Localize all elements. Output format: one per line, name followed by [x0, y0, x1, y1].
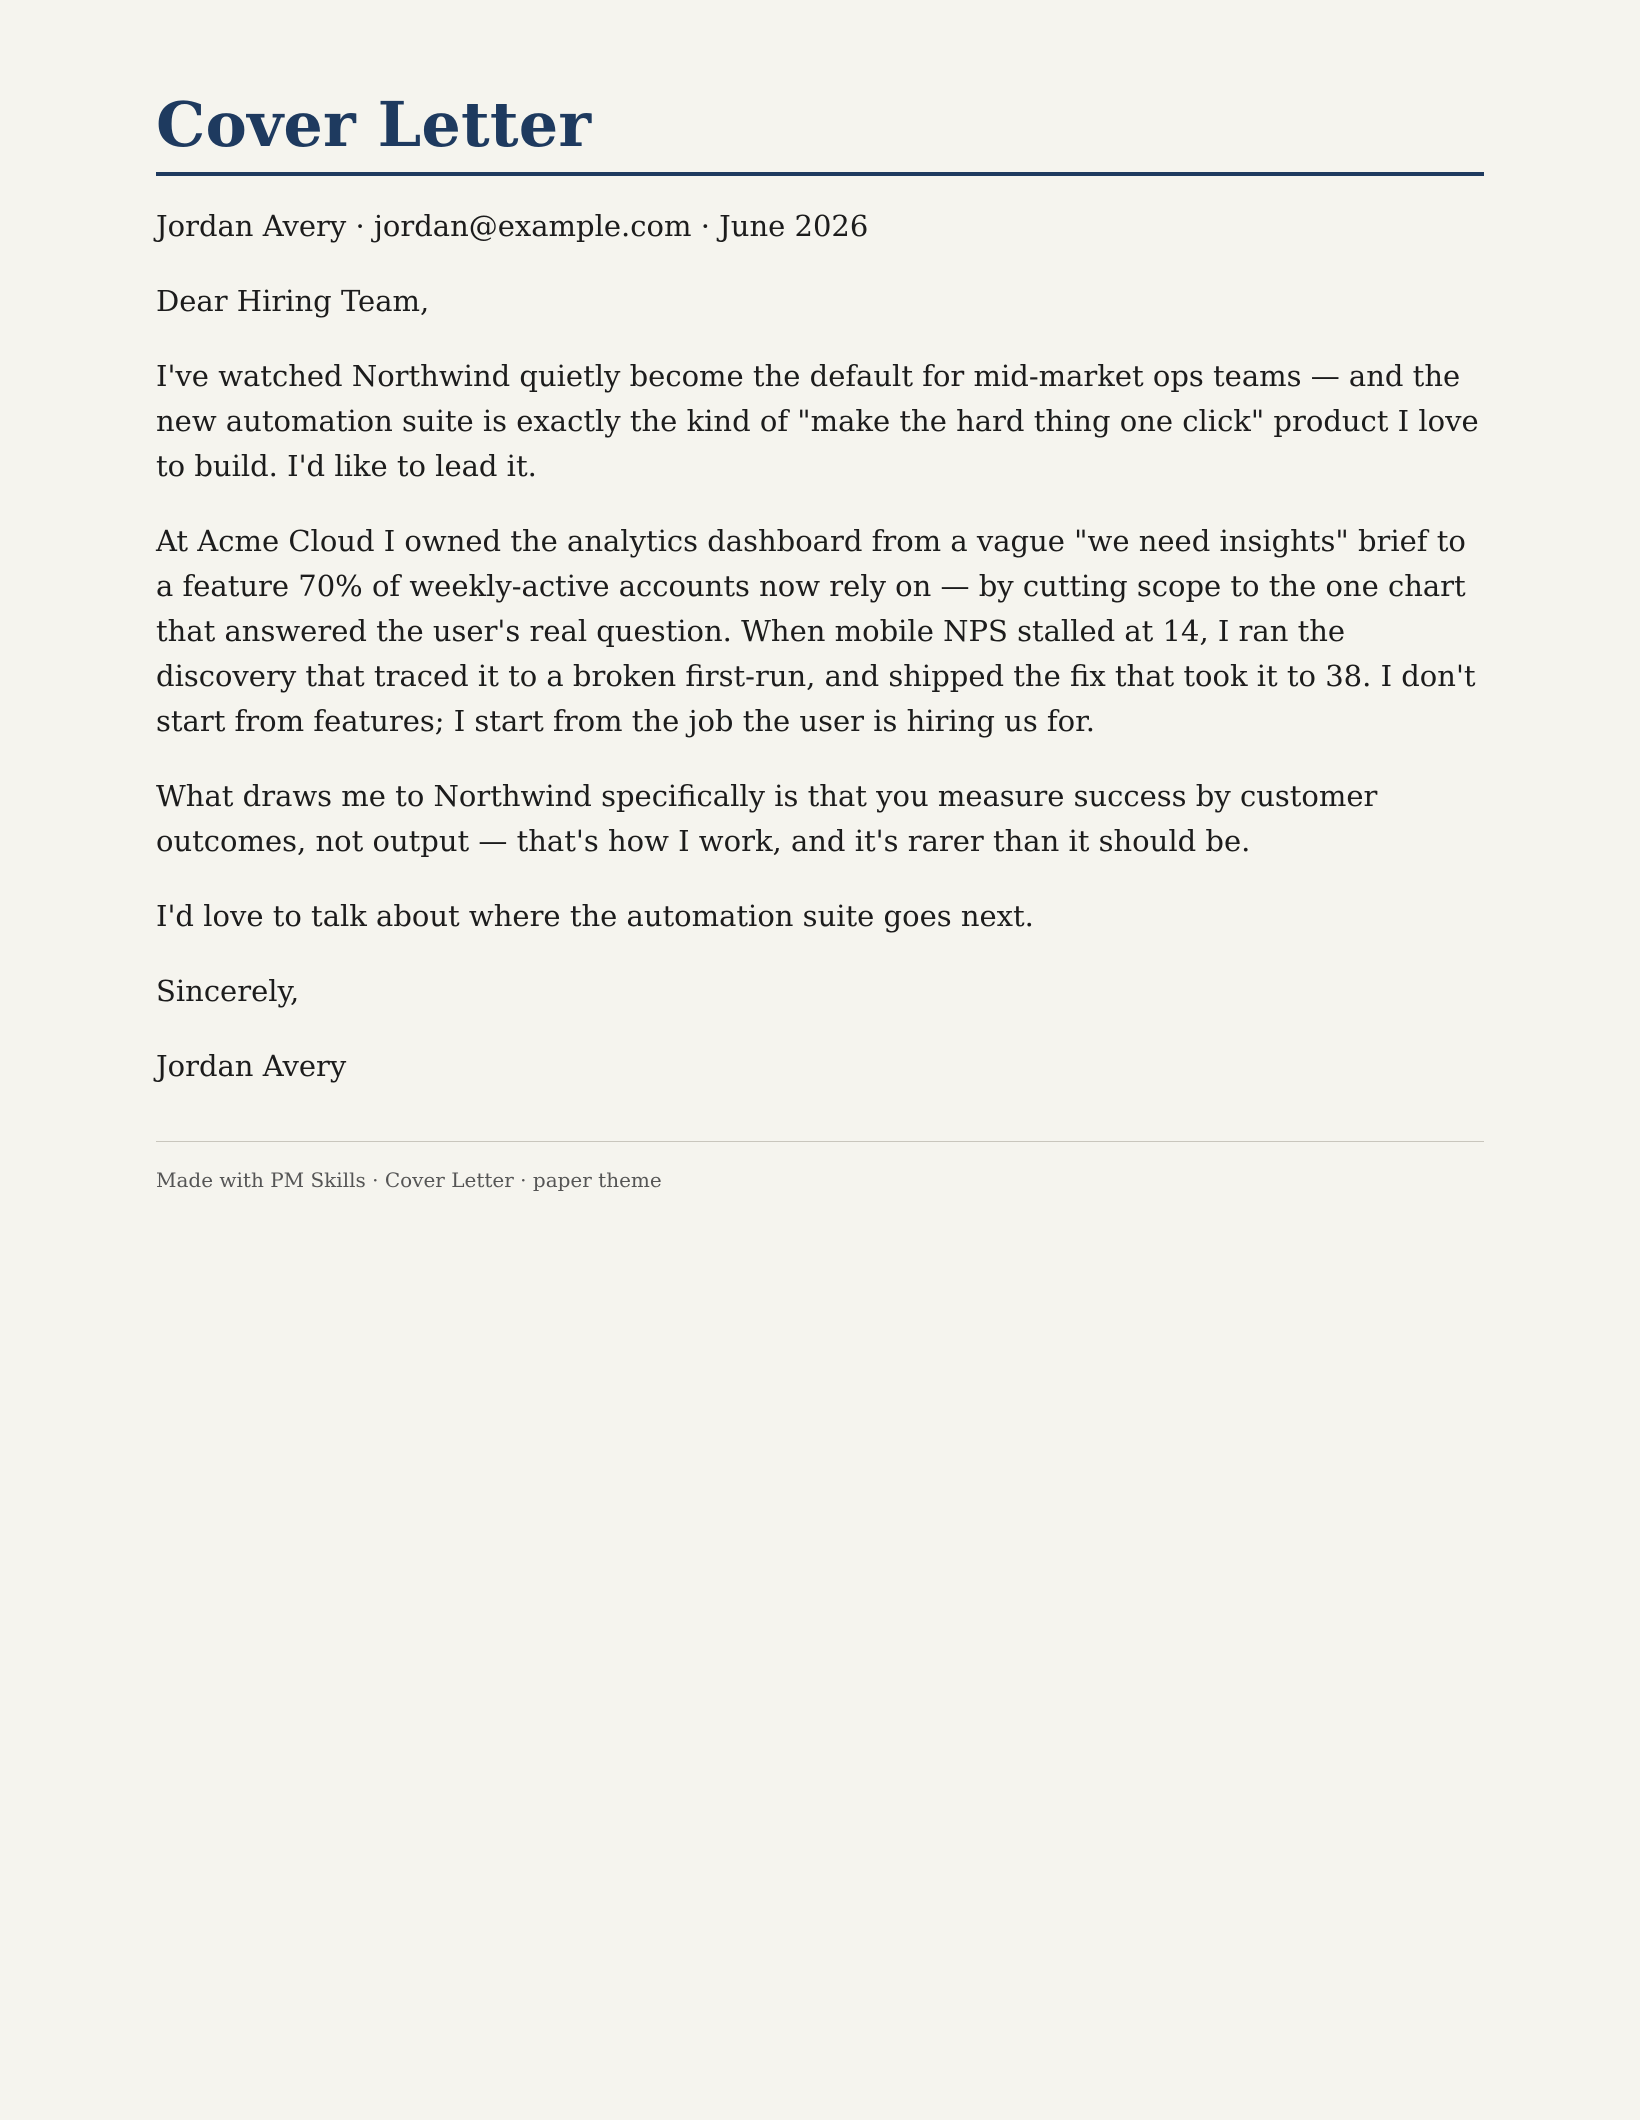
footer-divider — [156, 1141, 1484, 1142]
body-paragraph-3: What draws me to Northwind specifically is that you measure success by customer outcomes, not output — that's how I work, and it's rarer than it should be. — [156, 779, 1378, 858]
body-paragraph-1: I've watched Northwind quietly become the default for mid-market ops teams — and the new automation suite is exactly the kind of "make the hard thing one click" product I love to build. I'd like to lead it. — [156, 359, 1479, 483]
cover-letter-page — [156, 0, 1484, 1194]
closing: Sincerely, — [156, 974, 300, 1008]
signature: Jordan Avery — [156, 1049, 347, 1083]
page-title: Cover Letter — [156, 88, 592, 161]
body-paragraph-4: I'd love to talk about where the automation suite goes next. — [156, 899, 1034, 933]
salutation: Dear Hiring Team, — [156, 284, 430, 318]
body-paragraph-2: At Acme Cloud I owned the analytics dashboard from a vague "we need insights" brief to a feature 70% of weekly-active accounts now rely on — by cutting scope to the one chart that answered the user's real question. When mobile NPS stalled at 14, I ran the discovery that traced it to a broken first-run, and shipped the fix that took it to 38. I don't start from features; I start from the job the user is hiring us for. — [156, 524, 1476, 738]
sender-meta-line: Jordan Avery · jordan@example.com · June 2026 — [156, 209, 869, 243]
title-divider — [156, 172, 1484, 176]
footer-text: Made with PM Skills · Cover Letter · paper theme — [156, 1168, 662, 1192]
